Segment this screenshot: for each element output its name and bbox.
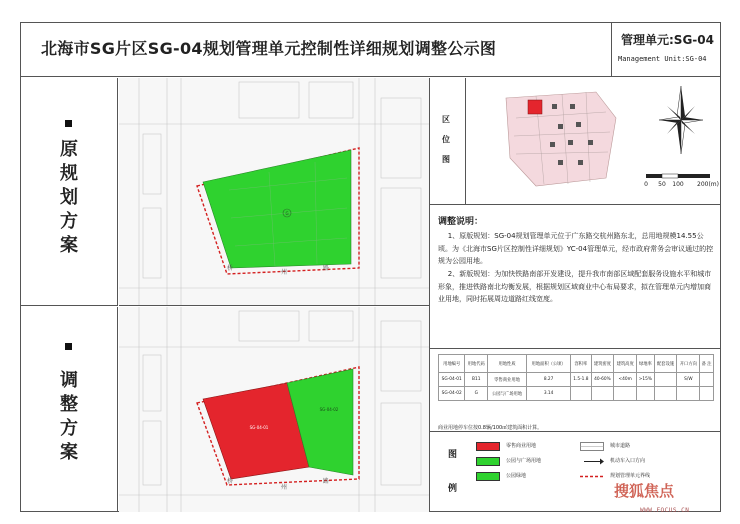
table-cell: B11 xyxy=(465,373,488,387)
table-header: 用地编号 xyxy=(439,355,465,373)
original-plan-label xyxy=(21,78,118,306)
table-cell: SG-04-02 xyxy=(439,387,465,401)
map-block-label: G xyxy=(285,211,289,216)
entrance-arrow-icon xyxy=(580,457,604,466)
table-cell: G xyxy=(465,387,488,401)
table-cell: 1.5-1.8 xyxy=(571,373,591,387)
table-cell: 3.14 xyxy=(527,387,571,401)
table-cell xyxy=(591,387,614,401)
legend-text: 零售商业用地 xyxy=(506,443,537,449)
location-label xyxy=(430,78,466,205)
adjusted-map-svg xyxy=(119,307,429,512)
table-header: 配套设施 xyxy=(654,355,677,373)
legend-swatch xyxy=(476,472,500,481)
table-header: 建筑高度 xyxy=(614,355,637,373)
scale-tick: 200(m) xyxy=(697,181,719,188)
road-label: 桥 xyxy=(227,265,234,272)
label-char: 调 xyxy=(60,370,78,391)
table-header: 用地代码 xyxy=(465,355,488,373)
right-column xyxy=(429,78,720,512)
table-header: 用地性质 xyxy=(488,355,527,373)
scale-tick: 100 xyxy=(672,181,684,188)
legend-swatch xyxy=(476,442,500,451)
table-cell: SG-04-01 xyxy=(439,373,465,387)
table-cell: >15% xyxy=(637,373,655,387)
legend-text: 公园绿地 xyxy=(506,473,527,479)
label-char: 区 xyxy=(442,115,450,124)
unit-box xyxy=(611,23,720,77)
label-char: 原 xyxy=(60,139,78,160)
table-header: 建筑密度 xyxy=(591,355,614,373)
table-cell: 40-60% xyxy=(591,373,614,387)
unit-sub: Management Unit:SG-04 xyxy=(618,55,707,63)
road-label: 州 xyxy=(281,269,288,276)
label-char: 方 xyxy=(60,418,78,439)
road-label: 路 xyxy=(323,478,330,485)
legend-text: 城市道路 xyxy=(610,443,631,449)
note-original: 1、原版规划：SG-04规划管理单元位于广东路交杭州路东北，总用地规模14.55公顷。为《北海市SG片区控制性详细规划》YC-04管理单元，经市政府常务会审议通过的控规为公园用地。 xyxy=(438,232,714,265)
bullet-square xyxy=(65,120,72,127)
table-cell: <40m xyxy=(614,373,637,387)
table-header: 用地面积（公顷） xyxy=(527,355,571,373)
original-map-svg xyxy=(119,78,429,306)
label-char: 方 xyxy=(60,211,78,232)
plan-sheet xyxy=(20,22,721,512)
original-plan-map xyxy=(119,78,429,306)
table-cell xyxy=(700,373,714,387)
table-cell xyxy=(677,387,700,401)
location-map xyxy=(466,78,721,205)
road-line-icon xyxy=(580,442,604,451)
label-char: 案 xyxy=(60,442,78,463)
table-row xyxy=(439,373,714,387)
original-plan-text xyxy=(58,138,80,258)
page-title: 北海市SG片区SG-04规划管理单元控制性详细规划调整公示图 xyxy=(41,39,497,58)
map-parcel-code: SG-04-02 xyxy=(319,407,339,412)
scale-bar xyxy=(644,174,719,188)
legend-label: 图 xyxy=(448,450,458,460)
legend xyxy=(430,433,721,512)
label-char: 规 xyxy=(60,163,78,184)
legend-text: 公园与广场用地 xyxy=(506,458,542,464)
header xyxy=(21,23,720,77)
bullet-square xyxy=(65,343,72,350)
label-char: 案 xyxy=(60,235,78,256)
legend-text: 机动车入口方向 xyxy=(610,458,646,464)
scale-tick: 0 xyxy=(644,181,648,188)
legend-item xyxy=(580,456,710,467)
watermark-url: WWW.FOCUS.CN xyxy=(640,507,690,514)
note-new: 2、新版规划：为加快铁路南部开发建设，提升我市南部区域配套服务设施水平和城市形象，推进铁路南北均衡发展，根据规划区域商业中心布局要求，拟在管理单元内增加商业用地，同时拓展周边道路红线宽度。 xyxy=(438,270,712,303)
table-cell xyxy=(637,387,655,401)
north-arrow-icon xyxy=(659,86,703,154)
table-cell xyxy=(654,373,677,387)
table-header: 容积率 xyxy=(571,355,591,373)
road-label: 州 xyxy=(281,484,288,491)
table-cell xyxy=(614,387,637,401)
notes-title: 调整说明： xyxy=(438,217,484,227)
adjusted-plan-label xyxy=(21,307,118,512)
legend-label: 例 xyxy=(448,484,458,494)
table-header: 绿地率 xyxy=(637,355,655,373)
table-row xyxy=(439,387,714,401)
table-cell: S/W xyxy=(677,373,700,387)
table-cell: 公园与广场用地 xyxy=(488,387,527,401)
adjustment-notes xyxy=(430,206,721,349)
land-use-table xyxy=(438,354,714,401)
table-cell xyxy=(700,387,714,401)
label-char: 整 xyxy=(60,394,78,415)
map-parcel-code: SG-04-01 xyxy=(249,425,269,430)
legend-swatch xyxy=(476,457,500,466)
watermark-brand: 搜狐焦点 xyxy=(614,482,675,500)
land-use-table-area xyxy=(430,350,721,432)
table-cell xyxy=(654,387,677,401)
scale-tick: 50 xyxy=(658,181,666,188)
boundary-line-icon xyxy=(580,472,604,481)
label-char: 划 xyxy=(60,187,78,208)
table-header-row xyxy=(439,355,714,373)
parking-note: 商业用地停车位按0.8辆/100㎡建筑面积计算。 xyxy=(438,425,543,431)
unit-main: 管理单元:SG-04 xyxy=(621,33,714,47)
table-header: 开口方向 xyxy=(677,355,700,373)
road-label: 桥 xyxy=(227,478,234,485)
table-cell xyxy=(571,387,591,401)
adjusted-plan-map xyxy=(119,307,429,512)
table-header: 备 注 xyxy=(700,355,714,373)
label-char: 位 xyxy=(442,135,450,144)
location-map-svg xyxy=(466,78,721,205)
legend-text: 规划管理单元界线 xyxy=(610,473,651,479)
table-cell: 8.27 xyxy=(527,373,571,387)
table-cell: 零售商业用地 xyxy=(488,373,527,387)
road-label: 路 xyxy=(323,265,330,272)
adjusted-plan-text xyxy=(58,369,80,465)
label-char: 图 xyxy=(442,155,450,164)
legend-item xyxy=(580,441,710,452)
